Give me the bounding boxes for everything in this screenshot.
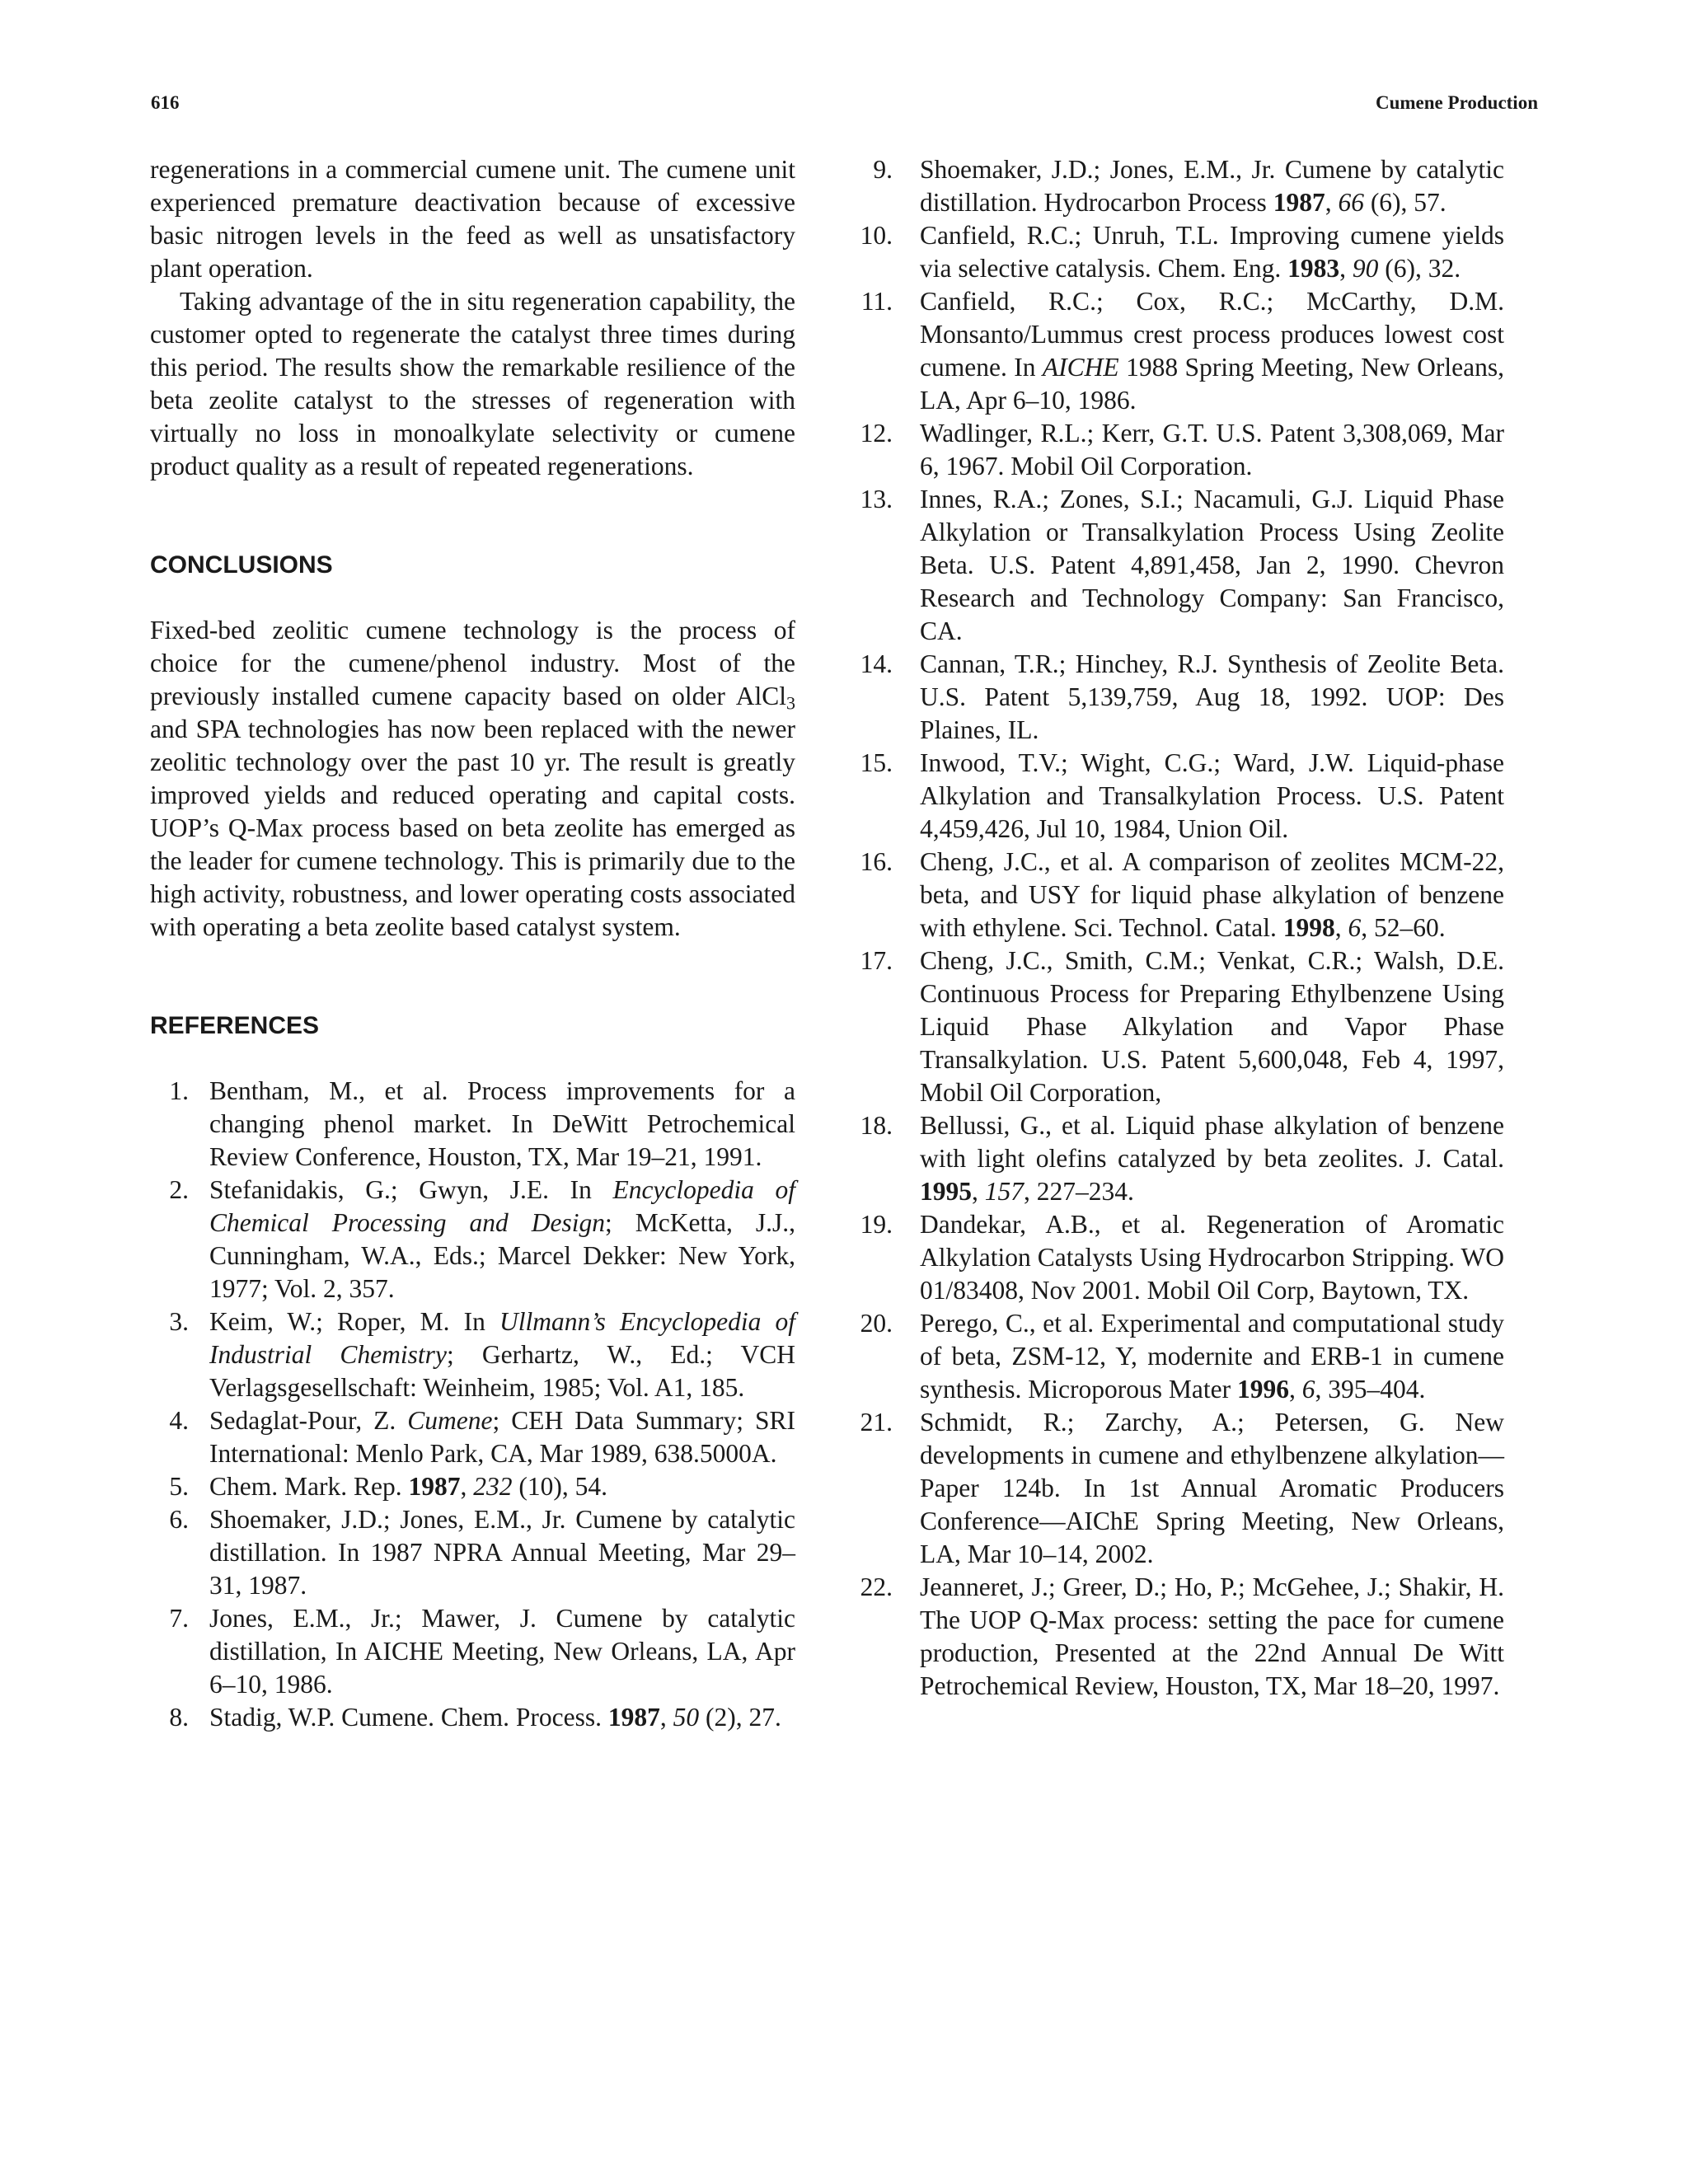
reference-item	[858, 219, 1504, 285]
reference-text-part: Sedaglat-Pour, Z.	[209, 1406, 408, 1435]
reference-text-part: ,	[1288, 1375, 1302, 1404]
reference-item	[858, 1208, 1504, 1307]
reference-item	[858, 417, 1504, 483]
reference-item	[858, 1571, 1504, 1703]
reference-number: 18.	[860, 1111, 893, 1140]
left-column	[150, 153, 795, 1734]
reference-text-part: Keim, W.; Roper, M. In	[209, 1307, 499, 1336]
bold-text: 1987	[1273, 188, 1325, 217]
reference-number: 21.	[860, 1408, 893, 1436]
reference-text	[920, 846, 1504, 944]
reference-number: 4.	[169, 1406, 189, 1435]
reference-text-part: , 52–60.	[1361, 913, 1446, 942]
reference-text	[920, 417, 1504, 483]
reference-text-part: ; CEH Data Summary; SRI International: Menlo Park, CA, Mar 1989, 638.5000A.	[209, 1406, 795, 1468]
reference-text	[209, 1470, 795, 1503]
italic-text: 6	[1348, 913, 1362, 942]
bold-text: 1987	[408, 1472, 461, 1501]
reference-text-part: Chem. Mark. Rep.	[209, 1472, 409, 1501]
reference-number: 10.	[860, 221, 893, 250]
reference-number: 15.	[860, 748, 893, 777]
reference-text-part: Inwood, T.V.; Wight, C.G.; Ward, J.W. Liquid-phase Alkylation and Transalkylation Process. U.S. Patent 4,459,426, Jul 10, 1984, Union Oil.	[920, 748, 1504, 843]
reference-text	[920, 219, 1504, 285]
reference-text-part: (2), 27.	[699, 1703, 781, 1732]
reference-text-part: ; McKetta, J.J., Cunningham, W.A., Eds.; Marcel Dekker: New York, 1977; Vol. 2, 357.	[209, 1208, 795, 1303]
reference-number: 6.	[169, 1505, 189, 1534]
bold-text: 1995	[920, 1177, 972, 1206]
reference-text-part: Stefanidakis, G.; Gwyn, J.E. In	[209, 1175, 613, 1204]
conclusions-text-part: and SPA technologies has now been replaced with the newer zeolitic technology over the past 10 yr. The result is greatly improved yields and reduced operating and capital costs. UOP’s Q-Max process based on beta zeolite has emerged as the leader for cumene technology. This is primarily due to the high activity, robustness, and lower operating costs associated with operating a beta zeolite based catalyst system.	[150, 715, 795, 941]
reference-item	[150, 1701, 795, 1734]
reference-item	[858, 483, 1504, 648]
reference-item	[858, 153, 1504, 219]
italic-text: 66	[1338, 188, 1364, 217]
reference-text-part: ,	[1325, 188, 1339, 217]
reference-text-part: , 395–404.	[1315, 1375, 1426, 1404]
bold-text: 1998	[1282, 913, 1335, 942]
reference-item	[150, 1470, 795, 1503]
reference-number: 22.	[860, 1572, 893, 1601]
reference-text-part: ,	[972, 1177, 985, 1206]
reference-number: 16.	[860, 847, 893, 876]
reference-number: 12.	[860, 419, 893, 448]
reference-text-part: Stadig, W.P. Cumene. Chem. Process.	[209, 1703, 608, 1732]
conclusions-paragraph	[150, 614, 795, 944]
reference-text-part: Cannan, T.R.; Hinchey, R.J. Synthesis of Zeolite Beta. U.S. Patent 5,139,759, Aug 18, 1992. UOP: Des Plaines, IL.	[920, 649, 1504, 744]
reference-text-part: Schmidt, R.; Zarchy, A.; Petersen, G. New developments in cumene and ethylbenzene alkylation—Paper 124b. In 1st Annual Aromatic Producers Conference—AIChE Spring Meeting, New Orleans, LA, Mar 10–14, 2002.	[920, 1408, 1504, 1568]
reference-text-part: Dandekar, A.B., et al. Regeneration of Aromatic Alkylation Catalysts Using Hydrocarbon Stripping. WO 01/83408, Nov 2001. Mobil Oil Corp, Baytown, TX.	[920, 1210, 1504, 1305]
subscript-text: 3	[785, 692, 795, 714]
reference-text-part: 1988 Spring Meeting, New Orleans, LA, Apr 6–10, 1986.	[920, 353, 1504, 415]
reference-item	[858, 285, 1504, 417]
reference-item	[150, 1503, 795, 1602]
reference-text-part: Wadlinger, R.L.; Kerr, G.T. U.S. Patent 3,308,069, Mar 6, 1967. Mobil Oil Corporation.	[920, 419, 1504, 480]
reference-number: 20.	[860, 1309, 893, 1338]
reference-number: 17.	[860, 946, 893, 975]
reference-number: 9.	[873, 155, 893, 184]
reference-text-part: (6), 57.	[1363, 188, 1447, 217]
reference-number: 13.	[860, 485, 893, 513]
reference-text-part: ,	[659, 1703, 673, 1732]
reference-text	[920, 1406, 1504, 1571]
reference-text	[920, 944, 1504, 1109]
reference-text-part: Perego, C., et al. Experimental and computational study of beta, ZSM-12, Y, modernite and ERB-1 in cumene synthesis. Microporous Mater	[920, 1309, 1504, 1404]
reference-number: 5.	[169, 1472, 189, 1501]
reference-text	[920, 747, 1504, 846]
reference-text	[920, 1307, 1504, 1406]
reference-text-part: ; Gerhartz, W., Ed.; VCH Verlagsgesellschaft: Weinheim, 1985; Vol. A1, 185.	[209, 1340, 795, 1402]
bold-text: 1983	[1287, 254, 1340, 283]
reference-text	[920, 1208, 1504, 1307]
reference-item	[150, 1602, 795, 1701]
italic-text: 157	[984, 1177, 1024, 1206]
reference-text	[920, 1571, 1504, 1703]
bold-text: 1996	[1236, 1375, 1289, 1404]
reference-text-part: Jeanneret, J.; Greer, D.; Ho, P.; McGehee, J.; Shakir, H. The UOP Q-Max process: setting the pace for cumene production, Presented at the 22nd Annual De Witt Petrochemical Review, Houston, TX, Mar 18–20, 1997.	[920, 1572, 1504, 1700]
reference-text-part: Innes, R.A.; Zones, S.I.; Nacamuli, G.J. Liquid Phase Alkylation or Transalkylation Process Using Zeolite Beta. U.S. Patent 4,891,458, Jan 2, 1990. Chevron Research and Technology Company: San Francisco, CA.	[920, 485, 1504, 645]
reference-item	[858, 1109, 1504, 1208]
italic-text: 6	[1301, 1375, 1315, 1404]
reference-text-part: Shoemaker, J.D.; Jones, E.M., Jr. Cumene by catalytic distillation. In 1987 NPRA Annual Meeting, Mar 29–31, 1987.	[209, 1505, 795, 1600]
reference-text-part: Bentham, M., et al. Process improvements for a changing phenol market. In DeWitt Petrochemical Review Conference, Houston, TX, Mar 19–21, 1991.	[209, 1076, 795, 1171]
reference-text-part: Canfield, R.C.; Cox, R.C.; McCarthy, D.M. Monsanto/Lummus crest process produces lowest cost cumene. In	[920, 287, 1504, 382]
reference-text-part: (10), 54.	[512, 1472, 607, 1501]
reference-text-part: Cheng, J.C., et al. A comparison of zeolites MCM-22, beta, and USY for liquid phase alkylation of benzene with ethylene. Sci. Technol. Catal.	[920, 847, 1504, 942]
reference-text-part: Shoemaker, J.D.; Jones, E.M., Jr. Cumene by catalytic distillation. Hydrocarbon Process	[920, 155, 1504, 217]
running-title: Cumene Production	[1376, 92, 1538, 113]
reference-number: 7.	[169, 1604, 189, 1633]
reference-text	[209, 1075, 795, 1174]
italic-text: 50	[673, 1703, 700, 1732]
reference-text	[209, 1602, 795, 1701]
reference-text	[920, 285, 1504, 417]
reference-text	[209, 1701, 795, 1734]
reference-text-part: Bellussi, G., et al. Liquid phase alkylation of benzene with light olefins catalyzed by beta zeolites. J. Catal.	[920, 1111, 1504, 1173]
reference-number: 8.	[169, 1703, 189, 1732]
reference-item	[150, 1404, 795, 1470]
reference-text	[209, 1404, 795, 1470]
reference-text	[209, 1305, 795, 1404]
reference-number: 19.	[860, 1210, 893, 1239]
reference-item	[858, 747, 1504, 846]
italic-text: Encyclopedia of Chemical Processing and Design	[209, 1175, 795, 1237]
conclusions-text-part: Fixed-bed zeolitic cumene technology is the process of choice for the cumene/phenol industry. Most of the previously installed cumene capacity based on older AlCl	[150, 616, 795, 710]
reference-item	[858, 1307, 1504, 1406]
reference-text-part: ,	[1334, 913, 1348, 942]
reference-text	[920, 1109, 1504, 1208]
reference-item	[858, 648, 1504, 747]
bold-text: 1987	[607, 1703, 660, 1732]
conclusions-heading: CONCLUSIONS	[150, 551, 333, 579]
reference-text	[920, 483, 1504, 648]
italic-text: AICHE	[1042, 353, 1119, 382]
reference-text	[209, 1174, 795, 1305]
reference-text-part: ,	[1339, 254, 1353, 283]
italic-text: Cumene	[407, 1406, 493, 1435]
reference-text-part: , 227–234.	[1024, 1177, 1134, 1206]
reference-text-part: Jones, E.M., Jr.; Mawer, J. Cumene by catalytic distillation, In AICHE Meeting, New Orleans, LA, Apr 6–10, 1986.	[209, 1604, 795, 1699]
reference-text-part: Cheng, J.C., Smith, C.M.; Venkat, C.R.; Walsh, D.E. Continuous Process for Preparing Ethylbenzene Using Liquid Phase Alkylation and Vapor Phase Transalkylation. U.S. Patent 5,600,048, Feb 4, 1997, Mobil Oil Corporation,	[920, 946, 1504, 1107]
body-paragraph: Taking advantage of the in situ regeneration capability, the customer opted to regenerate the catalyst three times during this period. The results show the remarkable resilience of the beta zeolite catalyst to the stresses of regeneration with virtually no loss in monoalkylate selectivity or cumene product quality as a result of repeated regenerations.	[150, 287, 795, 480]
references-heading: REFERENCES	[150, 1012, 320, 1039]
reference-number: 1.	[169, 1076, 189, 1105]
reference-text	[920, 648, 1504, 747]
reference-text	[209, 1503, 795, 1602]
reference-text	[920, 153, 1504, 219]
reference-list	[858, 153, 1504, 1703]
italic-text: 90	[1352, 254, 1379, 283]
reference-item	[858, 944, 1504, 1109]
italic-text: Ullmann’s Encyclopedia of Industrial Chemistry	[209, 1307, 795, 1369]
italic-text: 232	[473, 1472, 513, 1501]
reference-item	[858, 1406, 1504, 1571]
right-column	[858, 153, 1504, 1703]
reference-item	[150, 1174, 795, 1305]
reference-item	[150, 1075, 795, 1174]
body-paragraph: regenerations in a commercial cumene unit. The cumene unit experienced premature deactivation because of excessive basic nitrogen levels in the feed as well as unsatisfactory plant operation.	[150, 155, 795, 283]
reference-number: 2.	[169, 1175, 189, 1204]
reference-number: 3.	[169, 1307, 189, 1336]
reference-text-part: (6), 32.	[1378, 254, 1461, 283]
reference-item	[858, 846, 1504, 944]
reference-number: 14.	[860, 649, 893, 678]
reference-list	[150, 1075, 795, 1734]
page-number: 616	[151, 92, 180, 113]
reference-item	[150, 1305, 795, 1404]
reference-number: 11.	[860, 287, 893, 316]
reference-text-part: ,	[460, 1472, 474, 1501]
reference-text-part: Canfield, R.C.; Unruh, T.L. Improving cumene yields via selective catalysis. Chem. Eng.	[920, 221, 1504, 283]
